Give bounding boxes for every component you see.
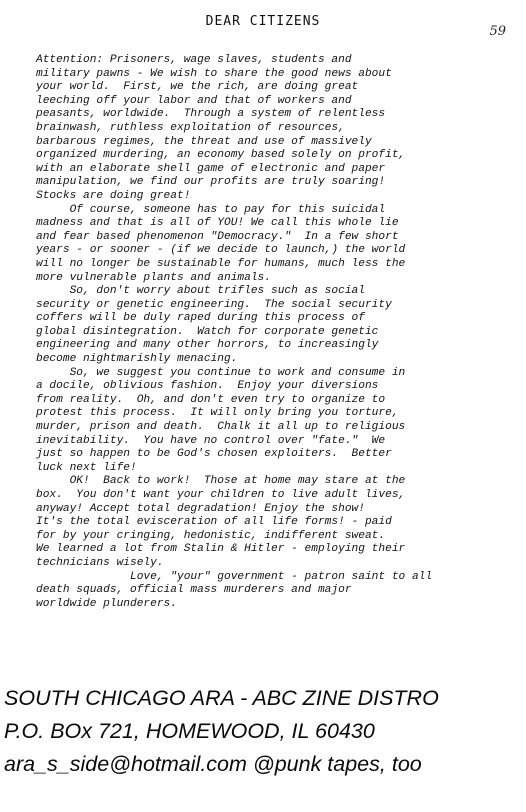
body-line: engineering and many other horrors, to increasingly: [36, 339, 379, 352]
body-line: box. You don't want your children to live adult lives,: [36, 489, 406, 501]
body-line: a docile, oblivious fashion. Enjoy your diversions: [36, 380, 379, 393]
body-line: Of course, someone has to pay for this suicidal: [36, 203, 386, 216]
body-line: manipulation, we find our profits are truly soaring!: [36, 176, 386, 189]
body-line: We learned a lot from Stalin & Hitler - employing their: [36, 543, 406, 556]
distro-contact: ara_s_side@hotmail.com @punk tapes, too: [4, 752, 422, 776]
page-number: 59: [489, 24, 506, 39]
body-line: your world. First, we the rich, are doing great: [36, 81, 359, 94]
body-line: Stocks are doing great!: [36, 189, 191, 202]
body-line: death squads, official mass murderers and major: [36, 584, 352, 597]
body-line: leeching off your labor and that of workers and: [36, 94, 352, 107]
body-line: peasants, worldwide. Through a system of relentless: [36, 108, 386, 121]
body-line: military pawns - We wish to share the good news about: [36, 67, 392, 80]
body-line: madness and that is all of YOU! We call this whole lie: [36, 217, 399, 230]
body-line: It's the total evisceration of all life forms! - paid: [36, 516, 392, 529]
body-line: So, don't worry about trifles such as social: [36, 285, 365, 298]
body-line: So, we suggest you continue to work and consume in: [36, 366, 406, 379]
body-line: barbarous regimes, the threat and use of massively: [36, 135, 372, 148]
distro-address: P.O. BOx 721, HOMEWOOD, IL 60430: [4, 719, 375, 743]
body-line: protest this process. It will only bring you torture,: [36, 407, 399, 420]
body-line: technicians wisely.: [36, 556, 164, 569]
letter-body: [36, 54, 514, 611]
body-line: more vulnerable plants and animals.: [36, 271, 271, 284]
body-line: Love, "your" government - patron saint to all: [36, 570, 433, 583]
body-line: become nightmarishly menacing.: [36, 353, 238, 366]
body-line: worldwide plunderers.: [36, 597, 177, 610]
body-line: just so happen to be God's chosen exploiters. Better: [36, 448, 392, 461]
body-line: OK! Back to work! Those at home may stare at the: [36, 475, 406, 488]
body-line: brainwash, ruthless exploitation of resources,: [36, 121, 345, 134]
body-line: from reality. Oh, and don't even try to organize to: [36, 393, 386, 406]
page-title: DEAR CITIZENS: [205, 14, 321, 29]
body-line: coffers will be duly raped during this process of: [36, 312, 365, 325]
body-line: and fear based phenomenon "Democracy." In a few short: [36, 230, 399, 243]
body-line: security or genetic engineering. The social security: [36, 298, 392, 311]
distro-name: SOUTH CHICAGO ARA - ABC ZINE DISTRO: [4, 686, 439, 710]
body-line: global disintegration. Watch for corporate genetic: [36, 325, 379, 338]
body-line: organized murdering, an economy based solely on profit,: [36, 149, 406, 162]
body-line: with an elaborate shell game of electronic and paper: [36, 162, 386, 175]
body-line: anyway! Accept total degradation! Enjoy the show!: [36, 502, 365, 515]
body-line: years - or sooner - (if we decide to launch,) the world: [36, 244, 406, 257]
distro-footer: [4, 682, 524, 781]
body-line: Attention: Prisoners, wage slaves, students and: [36, 54, 352, 66]
body-line: murder, prison and death. Chalk it all up to religious: [36, 421, 406, 434]
body-line: will no longer be sustainable for humans, much less the: [36, 257, 406, 270]
body-line: inevitability. You have no control over "fate." We: [36, 434, 386, 447]
body-line: for by your cringing, hedonistic, indifferent sweat.: [36, 529, 386, 542]
body-line: luck next life!: [36, 461, 137, 474]
